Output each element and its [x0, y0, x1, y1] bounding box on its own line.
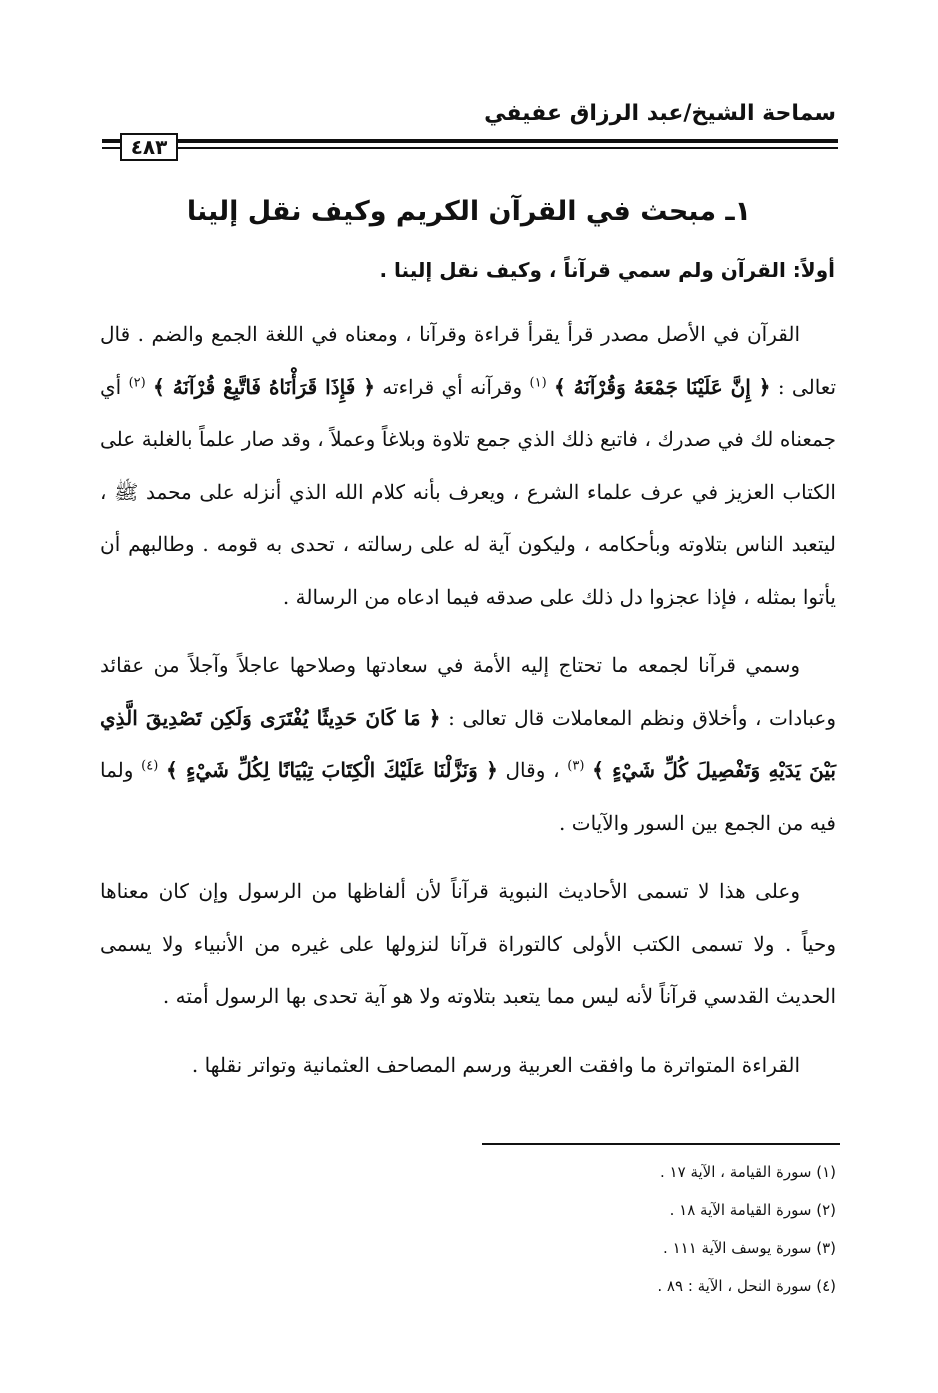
section-title: أولاً: القرآن ولم سمي قرآناً ، وكيف نقل إلينا .	[379, 258, 835, 282]
paragraph-2-part-c: ولما فيه من الجمع بين السور والآيات .	[100, 758, 836, 835]
footnote-4: (٤) سورة النحل ، الآية : ٨٩ .	[657, 1277, 836, 1295]
body-text	[100, 308, 836, 1107]
header-rule-thin	[102, 147, 838, 149]
footnote-2: (٢) سورة القيامة الآية ١٨ .	[669, 1201, 836, 1219]
paragraph-2-part-a: وسمي قرآنا لجمعه ما تحتاج إليه الأمة في سعادتها وصلاحها عاجلاً وآجلاً من عقائد وعبادات ، وأخلاق ونظم المعاملات قال تعالى :	[100, 653, 836, 730]
footnote-ref-3: (٣)	[567, 758, 585, 774]
paragraph-1	[100, 308, 836, 623]
paragraph-2-part-b: ، وقال	[497, 758, 560, 782]
paragraph-3: وعلى هذا لا تسمى الأحاديث النبوية قرآناً لأن ألفاظها من الرسول وإن كان معناها وحياً . ولا تسمى الكتب الأولى كالتوراة قرآنا لنزولها على غيره من الأنبياء ولا يسمى الحديث القدسي قرآناً لأنه ليس مما يتعبد بتلاوته ولا هو آية تحدى بها الرسول أمته .	[100, 879, 836, 1008]
paragraph-1-part-c: أي جمعناه لك في صدرك ، فاتبع ذلك الذي جمع تلاوة وبلاغاً وعملاً ، وقد صار علماً بالغلبة على الكتاب العزيز في عرف علماء الشرع ، ويعرف بأنه كلام الله الذي أنزله على محمد ﷺ ، ليتعبد الناس بتلاوته وبأحكامه ، وليكون آية له على رسالته ، تحدى به قومه . وطالبهم أن يأتوا بمثله ، فإذا عجزوا دل ذلك على صدقه فيما ادعاه من الرسالة .	[100, 374, 837, 609]
footnote-ref-4: (٤)	[141, 758, 159, 774]
footnote-3: (٣) سورة يوسف الآية ١١١ .	[663, 1239, 836, 1257]
footnotes	[400, 1153, 836, 1305]
quran-verse-4: ﴿ وَنَزَّلْنَا عَلَيْكَ الْكِتَابَ تِبْيَانًا لِكُلِّ شَيْءٍ ﴾	[166, 758, 498, 782]
chapter-title: ١ـ مبحث في القرآن الكريم وكيف نقل إلينا	[186, 196, 752, 227]
quran-verse-2: ﴿ فَإِذَا قَرَأْنَاهُ فَاتَّبِعْ قُرْآنَهُ ﴾	[153, 374, 375, 399]
page-number: ٤٨٣	[120, 133, 178, 161]
footnote-ref-2: (٢)	[128, 374, 146, 390]
header-rule-thick	[102, 139, 838, 143]
paragraph-1-part-a: القرآن في الأصل مصدر قرأ يقرأ قراءة وقرآنا ، ومعناه في اللغة الجمع والضم . قال تعالى :	[100, 322, 837, 399]
footnote-rule	[482, 1143, 840, 1145]
paragraph-2	[100, 639, 836, 849]
running-head: سماحة الشيخ/عبد الرزاق عفيفي	[484, 101, 836, 126]
paragraph-4: القراءة المتواترة ما وافقت العربية ورسم المصاحف العثمانية وتواتر نقلها .	[191, 1052, 800, 1077]
quran-verse-3: ﴿ مَا كَانَ حَدِيثًا يُفْتَرَى وَلَكِن تَصْدِيقَ الَّذِي بَيْنَ يَدَيْهِ وَتَفْصِيلَ كُلِّ شَيْءٍ ﴾	[100, 705, 836, 782]
quran-verse-1: ﴿ إِنَّ عَلَيْنَا جَمْعَهُ وَقُرْآنَهُ ﴾	[553, 374, 771, 399]
paragraph-1-part-b: وقرآنه أي قراءته	[374, 374, 523, 399]
footnote-1: (١) سورة القيامة ، الآية ١٧ .	[660, 1163, 836, 1181]
footnote-ref-1: (١)	[529, 374, 547, 390]
